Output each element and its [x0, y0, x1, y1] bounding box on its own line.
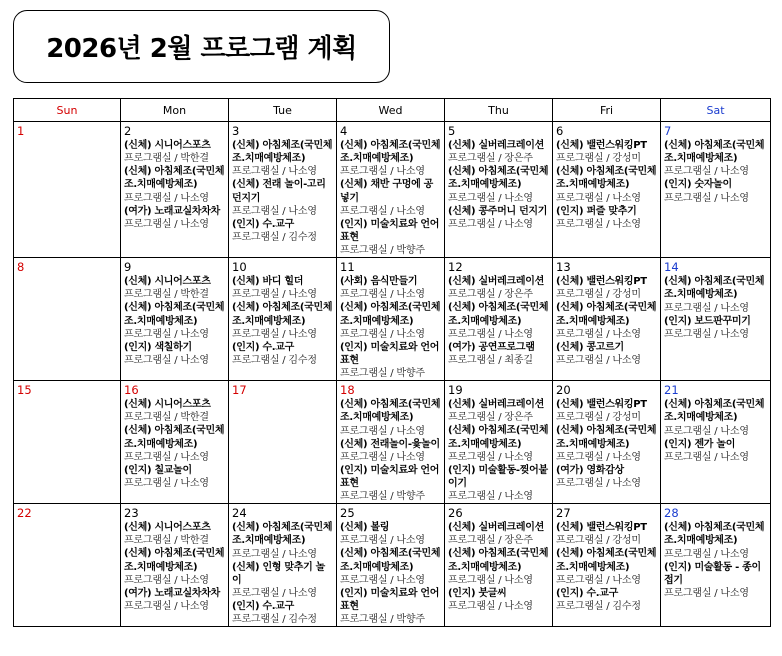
program-place: 프로그램실 / 박한결 [124, 412, 209, 424]
program-name: (신체) 아침체조(국민체조.치매예방체조) [664, 399, 765, 424]
program-name: (여가) 영화감상 [556, 464, 624, 476]
program-name: (신체) 아침체조(국민체조.치매예방체조) [124, 548, 225, 573]
program-place: 프로그램실 / 나소영 [556, 218, 641, 230]
program-entry [448, 521, 550, 547]
program-entry [556, 275, 658, 301]
program-name: (인지) 미술치료와 언어표현 [340, 341, 440, 367]
program-name: (신체) 밸런스워킹PT [556, 522, 647, 534]
program-name: (여가) 노래교실차차차 [124, 587, 220, 599]
program-name: (인지) 수.교구 [556, 587, 619, 599]
program-place: 프로그램실 / 나소영 [664, 166, 749, 178]
program-name: (신체) 아침체조(국민체조.치매예방체조) [232, 140, 333, 165]
day-number: 5 [448, 124, 456, 138]
program-entry [340, 218, 442, 257]
program-place: 프로그램실 / 나소영 [340, 166, 425, 178]
program-place: 프로그램실 / 나소영 [448, 574, 533, 586]
program-entry [448, 398, 550, 424]
program-place: 프로그램실 / 강성미 [556, 153, 641, 165]
program-place: 프로그램실 / 박한결 [124, 153, 209, 165]
day-number: 7 [664, 124, 672, 138]
program-place: 프로그램실 / 강성미 [556, 289, 641, 301]
program-entry [124, 301, 226, 340]
program-entry [556, 301, 658, 340]
day-cell [14, 258, 121, 381]
program-name: (신체) 아침체조(국민체조.치매예방체조) [232, 302, 333, 327]
program-name: (인지) 미술치료와 언어표현 [340, 464, 440, 490]
day-number: 8 [17, 260, 25, 275]
program-entry [664, 178, 768, 204]
day-cell [121, 504, 229, 627]
program-entry [448, 587, 550, 613]
program-entry [664, 438, 768, 464]
day-number: 13 [556, 260, 571, 275]
program-place: 프로그램실 / 나소영 [448, 192, 533, 204]
day-cell [337, 504, 445, 627]
program-name: (신체) 콩주머니 던지기 [448, 205, 548, 217]
program-name: (신체) 밸런스워킹PT [556, 399, 647, 411]
program-name: (신체) 볼링 [340, 522, 390, 534]
program-place: 프로그램실 / 나소영 [448, 451, 533, 463]
day-cell [121, 381, 229, 504]
program-entry [340, 464, 442, 503]
program-entry [448, 139, 550, 165]
program-entry [556, 424, 658, 463]
program-place: 프로그램실 / 나소영 [448, 491, 533, 503]
program-place: 프로그램실 / 나소영 [556, 328, 641, 340]
program-place: 프로그램실 / 나소영 [124, 451, 209, 463]
day-cell [553, 381, 661, 504]
program-place: 프로그램실 / 나소영 [556, 478, 641, 490]
program-place: 프로그램실 / 나소영 [340, 328, 425, 340]
day-cell [229, 258, 337, 381]
program-place: 프로그램실 / 박향주 [340, 491, 425, 503]
program-name: (신체) 아침체조(국민체조.치매예방체조) [124, 425, 225, 450]
program-place: 프로그램실 / 나소영 [448, 218, 533, 230]
program-entry [340, 275, 442, 301]
program-name: (신체) 아침체조(국민체조.치매예방체조) [556, 302, 657, 327]
program-name: (신체) 아침체조(국민체조.치매예방체조) [448, 302, 549, 327]
program-name: (인지) 수.교구 [232, 341, 295, 353]
day-cell [445, 504, 553, 627]
program-entry [448, 205, 550, 231]
program-name: (신체) 아침체조(국민체조.치매예방체조) [664, 140, 765, 165]
day-cell [14, 504, 121, 627]
program-name: (신체) 실버레크레이션 [448, 522, 544, 534]
program-entry [448, 464, 550, 503]
program-entry [232, 218, 334, 244]
program-name: (신체) 밸런스워킹PT [556, 276, 647, 288]
program-name: (신체) 아침체조(국민체조.치매예방체조) [340, 548, 441, 573]
program-place: 프로그램실 / 나소영 [340, 205, 425, 217]
day-number: 25 [340, 506, 355, 521]
program-name: (인지) 색칠하기 [124, 341, 192, 353]
program-name: (인지) 퍼즐 맞추기 [556, 205, 637, 217]
program-entry [340, 178, 442, 217]
program-entry [664, 561, 768, 600]
program-entry [124, 587, 226, 613]
program-name: (인지) 붓글씨 [448, 587, 507, 599]
program-entry [556, 139, 658, 165]
program-entry [124, 521, 226, 547]
day-cell [661, 122, 771, 258]
day-number: 20 [556, 383, 571, 398]
day-cell [14, 381, 121, 504]
weekday-wed: Wed [337, 99, 445, 122]
program-place: 프로그램실 / 최종길 [448, 355, 533, 367]
day-number: 1 [17, 124, 25, 138]
program-entry [232, 178, 334, 217]
day-cell [661, 381, 771, 504]
program-entry [664, 139, 768, 178]
program-name: (인지) 미술활동 - 종이접기 [664, 561, 761, 586]
program-name: (신체) 시니어스포츠 [124, 399, 211, 411]
program-name: (여가) 노래교실차차차 [124, 205, 220, 217]
program-place: 프로그램실 / 나소영 [664, 328, 749, 340]
program-name: (신체) 실버레크레이션 [448, 399, 544, 411]
week-row [14, 258, 771, 381]
program-place: 프로그램실 / 박향주 [340, 245, 425, 257]
program-name: (신체) 아침체조(국민체조.치매예방체조) [664, 276, 765, 301]
program-name: (여가) 공연프로그램 [448, 341, 535, 353]
program-entry [448, 547, 550, 586]
program-name: (신체) 실버레크레이션 [448, 276, 544, 288]
program-name: (신체) 아침체조(국민체조.치매예방체조) [340, 140, 441, 165]
week-row [14, 122, 771, 258]
program-name: (인지) 미술치료와 언어표현 [340, 587, 440, 613]
program-place: 프로그램실 / 나소영 [556, 355, 641, 367]
day-number: 2 [124, 124, 132, 138]
program-entry [448, 424, 550, 463]
program-name: (인지) 수.교구 [232, 601, 295, 613]
day-cell [445, 122, 553, 258]
day-number: 27 [556, 506, 571, 521]
program-place: 프로그램실 / 나소영 [664, 302, 749, 314]
program-name: (신체) 인형 맞추기 놀이 [232, 561, 325, 586]
program-name: (인지) 숫자놀이 [664, 179, 732, 191]
program-place: 프로그램실 / 나소영 [124, 574, 209, 586]
day-cell [661, 258, 771, 381]
day-cell [337, 122, 445, 258]
program-name: (인지) 보드판꾸미기 [664, 315, 751, 327]
day-number: 23 [124, 506, 139, 521]
program-place: 프로그램실 / 나소영 [448, 601, 533, 613]
program-entry [556, 205, 658, 231]
program-entry [448, 341, 550, 367]
program-place: 프로그램실 / 장은주 [448, 535, 533, 547]
day-cell [661, 504, 771, 627]
day-number: 14 [664, 260, 679, 275]
program-entry [448, 275, 550, 301]
program-name: (신체) 전래 놀이-고리던지기 [232, 179, 326, 204]
page-title: 2026년 2월 프로그램 계획 [13, 10, 390, 83]
program-entry [556, 547, 658, 586]
day-cell [14, 122, 121, 258]
day-cell [229, 504, 337, 627]
weekday-header-row [14, 99, 771, 122]
program-name: (신체) 시니어스포츠 [124, 276, 211, 288]
program-entry [124, 275, 226, 301]
program-entry [556, 587, 658, 613]
calendar-table [13, 98, 771, 627]
program-place: 프로그램실 / 나소영 [232, 548, 317, 560]
program-place: 프로그램실 / 장은주 [448, 412, 533, 424]
program-entry [556, 521, 658, 547]
day-number: 16 [124, 383, 139, 398]
day-number: 12 [448, 260, 463, 275]
day-cell [229, 122, 337, 258]
program-place: 프로그램실 / 나소영 [124, 601, 209, 613]
program-place: 프로그램실 / 나소영 [232, 588, 317, 600]
program-name: (신체) 실버레크레이션 [448, 140, 544, 151]
program-place: 프로그램실 / 나소영 [124, 192, 209, 204]
program-entry [124, 341, 226, 367]
day-number: 21 [664, 383, 679, 398]
program-place: 프로그램실 / 박향주 [340, 614, 425, 626]
day-number: 26 [448, 506, 463, 521]
program-entry [448, 301, 550, 340]
program-place: 프로그램실 / 나소영 [556, 574, 641, 586]
day-cell [445, 381, 553, 504]
program-place: 프로그램실 / 나소영 [232, 166, 317, 178]
program-name: (신체) 아침체조(국민체조.치매예방체조) [124, 302, 225, 327]
day-number: 28 [664, 506, 679, 521]
program-name: (신체) 아침체조(국민체조.치매예방체조) [448, 166, 549, 191]
day-number: 15 [17, 383, 32, 398]
program-entry [124, 139, 226, 165]
program-entry [340, 587, 442, 626]
weekday-thu: Thu [445, 99, 553, 122]
program-name: (신체) 밸런스워킹PT [556, 140, 647, 151]
program-entry [232, 275, 334, 301]
program-place: 프로그램실 / 나소영 [448, 328, 533, 340]
program-entry [232, 521, 334, 560]
program-entry [664, 315, 768, 341]
program-place: 프로그램실 / 나소영 [124, 355, 209, 367]
day-cell [337, 381, 445, 504]
program-entry [232, 341, 334, 367]
program-place: 프로그램실 / 김수정 [232, 355, 317, 367]
day-number: 9 [124, 260, 132, 275]
program-place: 프로그램실 / 나소영 [664, 451, 749, 463]
program-place: 프로그램실 / 강성미 [556, 535, 641, 547]
program-entry [448, 165, 550, 204]
program-entry [664, 398, 768, 437]
program-place: 프로그램실 / 나소영 [340, 451, 425, 463]
day-number: 4 [340, 124, 348, 138]
day-number: 22 [17, 506, 32, 521]
program-place: 프로그램실 / 나소영 [340, 535, 425, 547]
program-entry [340, 301, 442, 340]
program-place: 프로그램실 / 나소영 [232, 328, 317, 340]
day-number: 24 [232, 506, 247, 521]
program-entry [340, 521, 442, 547]
program-entry [664, 521, 768, 560]
day-number: 6 [556, 124, 564, 138]
weekday-sat: Sat [661, 99, 771, 122]
weekday-tue: Tue [229, 99, 337, 122]
program-name: (신체) 아침체조(국민체조.치매예방체조) [556, 425, 657, 450]
program-name: (신체) 시니어스포츠 [124, 140, 211, 151]
program-place: 프로그램실 / 박향주 [340, 368, 425, 380]
program-place: 프로그램실 / 나소영 [124, 328, 209, 340]
program-place: 프로그램실 / 강성미 [556, 412, 641, 424]
program-name: (신체) 콩고르기 [556, 341, 624, 353]
program-place: 프로그램실 / 나소영 [664, 425, 749, 437]
program-entry [124, 398, 226, 424]
program-place: 프로그램실 / 나소영 [340, 289, 425, 301]
program-place: 프로그램실 / 나소영 [340, 574, 425, 586]
program-entry [232, 301, 334, 340]
program-place: 프로그램실 / 김수정 [232, 614, 317, 626]
program-place: 프로그램실 / 나소영 [556, 451, 641, 463]
program-name: (사회) 음식만들기 [340, 276, 418, 288]
day-number: 17 [232, 383, 247, 398]
program-name: (신체) 바디 힐더 [232, 276, 304, 288]
program-entry [232, 561, 334, 600]
day-cell [121, 258, 229, 381]
day-number: 18 [340, 383, 355, 398]
program-entry [124, 424, 226, 463]
program-place: 프로그램실 / 나소영 [124, 478, 209, 490]
program-place: 프로그램실 / 김수정 [232, 232, 317, 244]
day-cell [445, 258, 553, 381]
program-name: (인지) 칠교놀이 [124, 464, 192, 476]
program-entry [124, 165, 226, 204]
program-name: (인지) 미술치료와 언어표현 [340, 218, 440, 244]
day-cell [553, 122, 661, 258]
program-entry [556, 341, 658, 367]
program-entry [340, 139, 442, 178]
program-place: 프로그램실 / 나소영 [340, 425, 425, 437]
program-entry [340, 398, 442, 437]
program-place: 프로그램실 / 나소영 [664, 588, 749, 600]
day-cell [121, 122, 229, 258]
program-entry [124, 205, 226, 231]
program-place: 프로그램실 / 나소영 [556, 192, 641, 204]
day-number: 3 [232, 124, 240, 138]
program-entry [664, 275, 768, 314]
program-name: (신체) 아침체조(국민체조.치매예방체조) [340, 399, 441, 424]
program-entry [340, 547, 442, 586]
program-name: (신체) 아침체조(국민체조.치매예방체조) [556, 166, 657, 191]
day-cell [553, 504, 661, 627]
program-place: 프로그램실 / 나소영 [232, 289, 317, 301]
program-name: (인지) 미술활동-찢어붙이기 [448, 464, 548, 490]
program-place: 프로그램실 / 나소영 [124, 218, 209, 230]
program-entry [340, 438, 442, 464]
day-cell [337, 258, 445, 381]
week-row [14, 504, 771, 627]
day-cell [229, 381, 337, 504]
day-number: 19 [448, 383, 463, 398]
program-name: (신체) 아침체조(국민체조.치매예방체조) [340, 302, 441, 327]
weekday-mon: Mon [121, 99, 229, 122]
program-entry [232, 139, 334, 178]
day-number: 11 [340, 260, 355, 275]
weekday-fri: Fri [553, 99, 661, 122]
program-name: (신체) 채반 구멍에 공넣기 [340, 179, 433, 204]
program-place: 프로그램실 / 박한결 [124, 535, 209, 547]
program-name: (신체) 아침체조(국민체조.치매예방체조) [232, 522, 333, 547]
program-name: (인지) 젠가 놀이 [664, 438, 736, 450]
weekday-sun: Sun [14, 99, 121, 122]
program-place: 프로그램실 / 장은주 [448, 289, 533, 301]
program-entry [556, 464, 658, 490]
program-entry [124, 547, 226, 586]
program-name: (신체) 아침체조(국민체조.치매예방체조) [664, 522, 765, 547]
program-entry [232, 600, 334, 626]
program-name: (신체) 시니어스포츠 [124, 522, 211, 534]
program-place: 프로그램실 / 나소영 [664, 192, 749, 204]
program-entry [124, 464, 226, 490]
program-place: 프로그램실 / 김수정 [556, 601, 641, 613]
program-name: (신체) 아침체조(국민체조.치매예방체조) [448, 425, 549, 450]
program-name: (신체) 아침체조(국민체조.치매예방체조) [124, 166, 225, 191]
program-name: (신체) 아침체조(국민체조.치매예방체조) [448, 548, 549, 573]
program-entry [340, 341, 442, 380]
day-cell [553, 258, 661, 381]
program-name: (신체) 전래놀이-윷놀이 [340, 438, 440, 450]
program-name: (인지) 수.교구 [232, 218, 295, 230]
program-place: 프로그램실 / 나소영 [232, 205, 317, 217]
program-entry [556, 398, 658, 424]
program-place: 프로그램실 / 나소영 [664, 548, 749, 560]
program-name: (신체) 아침체조(국민체조.치매예방체조) [556, 548, 657, 573]
program-place: 프로그램실 / 장은주 [448, 153, 533, 165]
program-entry [556, 165, 658, 204]
week-row [14, 381, 771, 504]
day-number: 10 [232, 260, 247, 275]
program-place: 프로그램실 / 박한결 [124, 289, 209, 301]
